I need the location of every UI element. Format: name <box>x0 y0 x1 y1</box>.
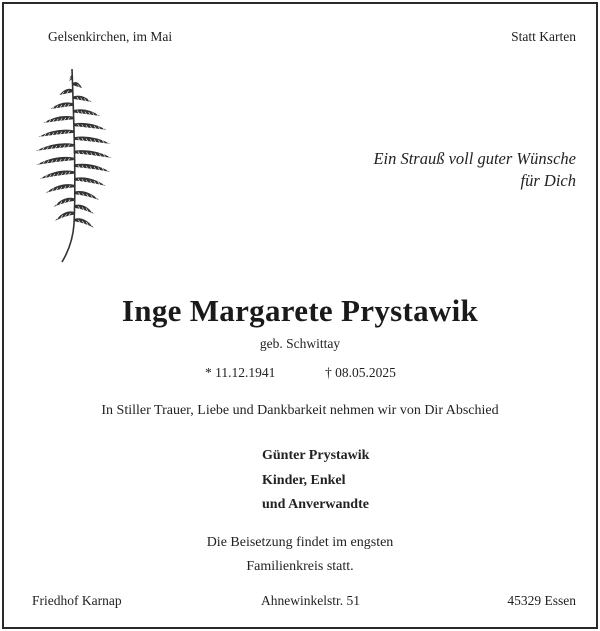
death-date: † 08.05.2025 <box>325 365 396 380</box>
quote-line-1: Ein Strauß voll guter Wünsche <box>373 149 576 168</box>
quote <box>373 148 576 193</box>
birth-name: geb. Schwittay <box>259 336 341 351</box>
mourner-line: Kinder, Enkel <box>262 472 346 488</box>
city-address: 45329 Essen <box>507 593 576 608</box>
cemetery: Friedhof Karnap <box>32 593 122 608</box>
quote-line-2: für Dich <box>520 171 576 191</box>
burial-notice <box>4 531 596 579</box>
burial-line-2: Familienkreis statt. <box>246 559 354 574</box>
place-date: Gelsenkirchen, im Mai <box>48 29 173 44</box>
obituary-card <box>2 2 598 629</box>
statt-karten-notice: Statt Karten <box>511 29 576 44</box>
birth-date: * 11.12.1941 <box>205 365 276 380</box>
mourners-list <box>262 444 369 518</box>
burial-line-1: Die Beisetzung findet im engsten <box>206 535 394 550</box>
mourner-line: und Anverwandte <box>262 497 369 512</box>
mourner-line: Günter Prystawik <box>262 448 370 463</box>
deceased-name: Inge Margarete Prystawik <box>121 293 479 328</box>
fern-icon <box>32 64 118 264</box>
farewell-text: In Stiller Trauer, Liebe und Dankbarkeit nehmen wir von Dir Abschied <box>101 403 499 418</box>
street-address: Ahnewinkelstr. 51 <box>261 593 360 608</box>
